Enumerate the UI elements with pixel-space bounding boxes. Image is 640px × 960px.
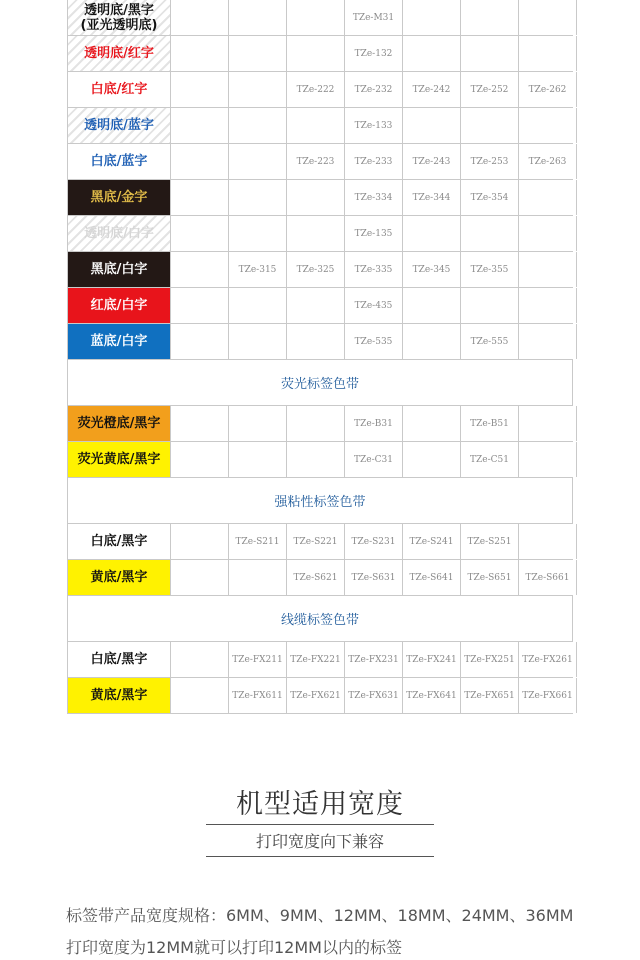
model-cell: TZe-S621 [287,560,345,595]
model-cell [229,406,287,441]
model-cell [229,442,287,477]
model-cell [519,180,577,215]
table-row [67,108,573,144]
table-row [67,324,573,360]
model-cell [171,678,229,713]
table-row [67,288,573,324]
model-cell: TZe-S251 [461,524,519,559]
tape-color-label: 白底/黑字 [68,524,171,559]
model-cell [519,36,577,71]
model-cell [171,442,229,477]
section-header: 线缆标签色带 [67,596,573,642]
model-cell [461,216,519,251]
table-row [67,524,573,560]
model-cell [171,72,229,107]
model-cell: TZe-FX641 [403,678,461,713]
table-row [67,36,573,72]
width-spec-text: 标签带产品宽度规格：6MM、9MM、12MM、18MM、24MM、36MM [66,906,574,925]
model-cell: TZe-242 [403,72,461,107]
model-cell: TZe-S221 [287,524,345,559]
table-row [67,442,573,478]
tape-color-label: 透明底/黑字 (亚光透明底) [68,0,171,35]
tape-color-label: 透明底/红字 [68,36,171,71]
model-cell: TZe-252 [461,72,519,107]
model-cell [287,180,345,215]
model-cell [461,0,519,35]
model-cell [287,0,345,35]
model-cell [519,524,577,559]
model-cell: TZe-FX261 [519,642,577,677]
model-cell [403,108,461,143]
section-header: 荧光标签色带 [67,360,573,406]
model-cell [229,324,287,359]
model-cell [171,288,229,323]
model-cell [403,36,461,71]
section-subtitle: 打印宽度向下兼容 [255,832,384,851]
model-cell [403,406,461,441]
model-cell: TZe-S631 [345,560,403,595]
model-cell [461,108,519,143]
model-cell [403,288,461,323]
model-cell: TZe-FX631 [345,678,403,713]
table-row [67,144,573,180]
model-cell: TZe-C31 [345,442,403,477]
model-cell: TZe-435 [345,288,403,323]
model-cell: TZe-FX211 [229,642,287,677]
model-cell [519,324,577,359]
model-cell: TZe-FX651 [461,678,519,713]
model-cell [171,324,229,359]
model-cell: TZe-S211 [229,524,287,559]
model-cell [287,406,345,441]
model-cell: TZe-M31 [345,0,403,35]
model-cell [171,36,229,71]
model-cell [171,524,229,559]
model-cell [171,216,229,251]
print-width-note: 打印宽度为12MM就可以打印12MM以内的标签 [66,938,402,957]
model-cell: TZe-135 [345,216,403,251]
model-cell [229,144,287,179]
model-cell: TZe-222 [287,72,345,107]
model-cell: TZe-FX231 [345,642,403,677]
section-title: 机型适用宽度 [236,789,404,820]
tape-color-label: 白底/红字 [68,72,171,107]
table-row [67,642,573,678]
model-cell [519,442,577,477]
model-cell [171,180,229,215]
model-cell: TZe-C51 [461,442,519,477]
model-cell: TZe-133 [345,108,403,143]
model-cell [171,560,229,595]
model-cell: TZe-FX661 [519,678,577,713]
model-cell [461,288,519,323]
tape-color-label: 白底/蓝字 [68,144,171,179]
model-cell [403,0,461,35]
model-cell [229,288,287,323]
model-cell: TZe-B51 [461,406,519,441]
model-cell [229,72,287,107]
model-cell [171,252,229,287]
model-cell [287,442,345,477]
model-cell [287,108,345,143]
model-cell: TZe-344 [403,180,461,215]
model-cell [229,180,287,215]
model-cell: TZe-S641 [403,560,461,595]
model-cell [403,216,461,251]
table-row [67,216,573,252]
table-row [67,678,573,714]
tape-color-label: 黑底/白字 [68,252,171,287]
model-cell [519,108,577,143]
tape-color-label: 透明底/蓝字 [68,108,171,143]
model-cell [519,216,577,251]
table-row [67,180,573,216]
model-cell [519,406,577,441]
model-cell: TZe-335 [345,252,403,287]
model-cell: TZe-232 [345,72,403,107]
model-cell: TZe-354 [461,180,519,215]
model-cell: TZe-262 [519,72,577,107]
table-row [67,560,573,596]
model-cell [229,36,287,71]
tape-color-label: 红底/白字 [68,288,171,323]
model-cell: TZe-355 [461,252,519,287]
table-row [67,72,573,108]
model-cell: TZe-345 [403,252,461,287]
model-cell: TZe-233 [345,144,403,179]
model-cell: TZe-334 [345,180,403,215]
title-divider-top [206,824,434,825]
model-cell [519,0,577,35]
model-cell [403,442,461,477]
model-cell: TZe-263 [519,144,577,179]
model-cell: TZe-FX241 [403,642,461,677]
model-cell: TZe-315 [229,252,287,287]
title-divider-bottom [206,856,434,857]
model-cell [287,216,345,251]
model-cell: TZe-132 [345,36,403,71]
model-cell: TZe-S231 [345,524,403,559]
model-cell [403,324,461,359]
model-cell [287,324,345,359]
model-cell [287,288,345,323]
model-cell: TZe-555 [461,324,519,359]
tape-color-label: 蓝底/白字 [68,324,171,359]
model-cell: TZe-FX251 [461,642,519,677]
model-cell [287,36,345,71]
model-cell [519,252,577,287]
model-cell [229,0,287,35]
table-row [67,252,573,288]
model-cell: TZe-535 [345,324,403,359]
section-header: 强粘性标签色带 [67,478,573,524]
tape-color-label: 黄底/黑字 [68,560,171,595]
table-row [67,406,573,442]
tape-color-label: 白底/黑字 [68,642,171,677]
tape-color-label: 黑底/金字 [68,180,171,215]
model-cell: TZe-253 [461,144,519,179]
tape-color-label: 透明底/白字 [68,216,171,251]
model-cell: TZe-FX611 [229,678,287,713]
tape-color-label: 荧光橙底/黑字 [68,406,171,441]
model-cell: TZe-325 [287,252,345,287]
tape-color-label: 黄底/黑字 [68,678,171,713]
model-cell [229,216,287,251]
model-cell [171,0,229,35]
model-cell [229,108,287,143]
tape-color-label: 荧光黄底/黑字 [68,442,171,477]
model-cell: TZe-243 [403,144,461,179]
tape-compatibility-table [67,0,573,714]
model-cell: TZe-FX221 [287,642,345,677]
model-cell [461,36,519,71]
model-cell: TZe-S651 [461,560,519,595]
model-cell: TZe-S241 [403,524,461,559]
model-cell [519,288,577,323]
table-row [67,0,573,36]
model-cell [171,108,229,143]
model-cell: TZe-B31 [345,406,403,441]
model-cell: TZe-223 [287,144,345,179]
model-cell: TZe-S661 [519,560,577,595]
model-cell: TZe-FX621 [287,678,345,713]
model-cell [171,406,229,441]
model-cell [229,560,287,595]
model-cell [171,642,229,677]
model-cell [171,144,229,179]
